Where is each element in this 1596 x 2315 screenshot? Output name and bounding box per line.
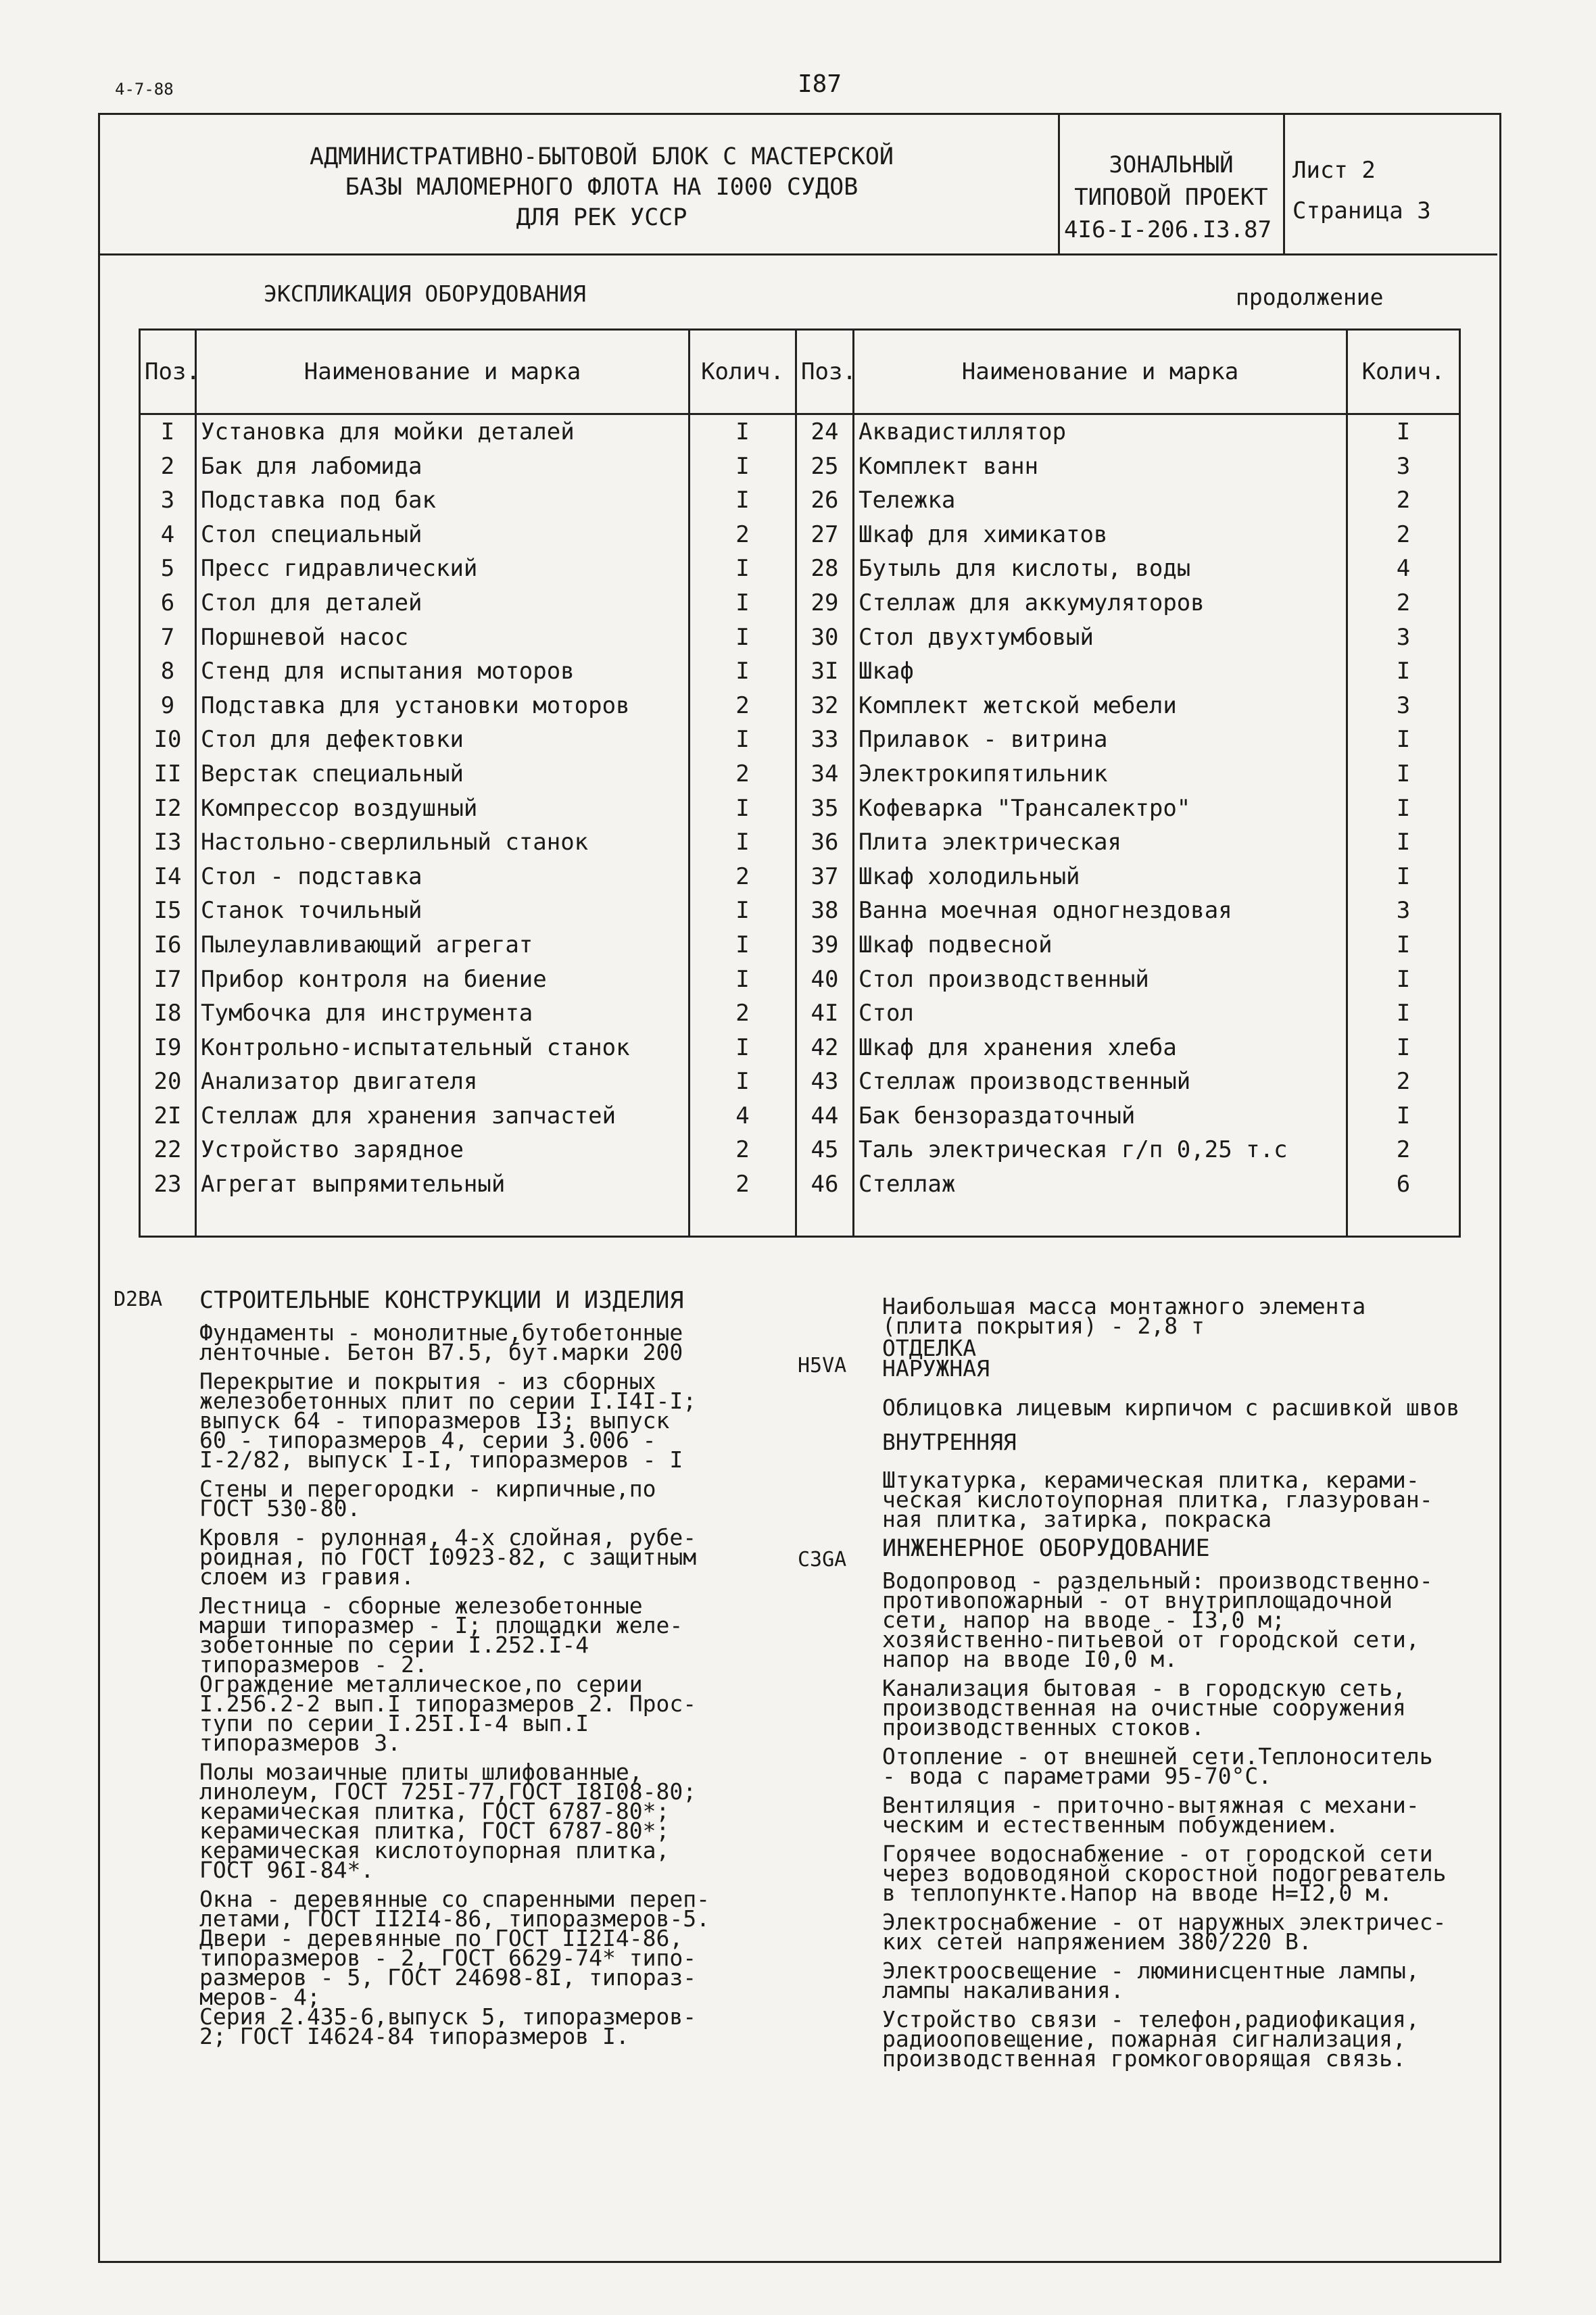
cell-qty: 2 bbox=[690, 996, 796, 1031]
cell-qty: I bbox=[690, 894, 796, 928]
cell-qty bbox=[1347, 1202, 1460, 1237]
cell-pos: 28 bbox=[796, 552, 854, 586]
text-line: Наибольшая масса монтажного элемента bbox=[882, 1293, 1366, 1319]
cell-name: Стол двухтумбовый bbox=[854, 620, 1347, 655]
cell-name: Подставка под бак bbox=[196, 483, 690, 518]
cell-pos: I9 bbox=[140, 1031, 196, 1065]
cell-name: Анализатор двигателя bbox=[196, 1065, 690, 1099]
cell-name: Кофеварка "Трансалектро" bbox=[854, 791, 1347, 826]
cell-pos: 40 bbox=[796, 962, 854, 997]
table-row bbox=[140, 757, 1460, 791]
text-line: размеров - 5, ГОСТ 24698-8I, типораз- bbox=[199, 1964, 697, 1991]
cell-name: Шкаф холодильный bbox=[854, 860, 1347, 894]
text-line: 60 - типоразмеров 4, серии 3.006 - bbox=[199, 1427, 656, 1453]
finishing-heading: ОТДЕЛКА bbox=[882, 1335, 977, 1361]
cell-qty: I bbox=[1347, 1031, 1460, 1065]
table-row bbox=[140, 414, 1460, 449]
cell-pos: 29 bbox=[796, 586, 854, 620]
project-number: 4I6-I-206.I3.87 bbox=[1064, 216, 1272, 243]
cell-qty: I bbox=[1347, 996, 1460, 1031]
text-line: Канализация бытовая - в городскую сеть, bbox=[882, 1675, 1406, 1701]
paragraph bbox=[199, 1759, 754, 1883]
cell-name: Устройство зарядное bbox=[196, 1133, 690, 1167]
text-line: Лестница - сборные железобетонные bbox=[199, 1592, 643, 1619]
text-line: Серия 2.435-6,выпуск 5, типоразмеров- bbox=[199, 2003, 697, 2030]
cell-pos: 33 bbox=[796, 723, 854, 757]
cell-pos: 2I bbox=[140, 1099, 196, 1134]
text-line: железобетонных плит по серии I.I4I-I; bbox=[199, 1388, 697, 1414]
cell-name: Плита электрическая bbox=[854, 825, 1347, 860]
cell-name: Аквадистиллятор bbox=[854, 414, 1347, 449]
cell-qty: 3 bbox=[1347, 689, 1460, 723]
cell-pos: I bbox=[140, 414, 196, 449]
paragraph bbox=[199, 1319, 754, 1365]
cell-name: Комплект ванн bbox=[854, 449, 1347, 484]
cell-pos: I2 bbox=[140, 791, 196, 826]
project-code-block bbox=[1061, 149, 1281, 246]
cell-pos: 3I bbox=[796, 654, 854, 689]
table-row bbox=[140, 962, 1460, 997]
text-line: ГОСТ 530-80. bbox=[199, 1495, 361, 1521]
table-row bbox=[140, 518, 1460, 552]
text-line: Перекрытие и покрытия - из сборных bbox=[199, 1368, 656, 1394]
paragraph bbox=[882, 2006, 1504, 2072]
cell-pos: 7 bbox=[140, 620, 196, 655]
cell-name: Пресс гидравлический bbox=[196, 552, 690, 586]
cell-pos: 45 bbox=[796, 1133, 854, 1167]
cell-qty: I bbox=[1347, 928, 1460, 962]
paragraph bbox=[882, 1957, 1504, 2003]
text-line: Кровля - рулонная, 4-х слойная, рубе- bbox=[199, 1524, 697, 1551]
text-line: производственных стоков. bbox=[882, 1714, 1205, 1740]
cell-qty: I bbox=[690, 928, 796, 962]
table-row bbox=[140, 552, 1460, 586]
cell-name: Шкаф bbox=[854, 654, 1347, 689]
text-line: типоразмеров - 2, ГОСТ 6629-74* типо- bbox=[199, 1945, 697, 1971]
document-code: 4-7-88 bbox=[115, 80, 174, 99]
cell-name: Прилавок - витрина bbox=[854, 723, 1347, 757]
text-line: Окна - деревянные со спаренными переп- bbox=[199, 1886, 710, 1912]
cell-name: Стол - подставка bbox=[196, 860, 690, 894]
table-row bbox=[140, 894, 1460, 928]
paragraph bbox=[882, 1567, 1504, 1672]
cell-pos: I3 bbox=[140, 825, 196, 860]
cell-qty: I bbox=[690, 620, 796, 655]
cell-name: Стол специальный bbox=[196, 518, 690, 552]
paragraph bbox=[882, 1841, 1504, 1906]
cell-qty: 2 bbox=[1347, 518, 1460, 552]
text-line: противопожарный - от внутриплощадочной bbox=[882, 1587, 1393, 1613]
cell-qty: I bbox=[690, 825, 796, 860]
text-line: Устройство связи - телефон,радиофикация, bbox=[882, 2006, 1420, 2032]
cell-qty: 2 bbox=[690, 757, 796, 791]
cell-name: Ванна моечная одногнездовая bbox=[854, 894, 1347, 928]
table-row bbox=[140, 620, 1460, 655]
table-row bbox=[140, 586, 1460, 620]
cell-qty: 3 bbox=[1347, 620, 1460, 655]
table-row bbox=[140, 1065, 1460, 1099]
text-line: - вода с параметрами 95-70°С. bbox=[882, 1763, 1272, 1789]
cell-name: Тумбочка для инструмента bbox=[196, 996, 690, 1031]
document-title bbox=[203, 142, 1000, 233]
text-line: Вентиляция - приточно-вытяжная с механи- bbox=[882, 1792, 1420, 1818]
page-number: I87 bbox=[798, 70, 842, 98]
cell-pos: I5 bbox=[140, 894, 196, 928]
text-line: роидная, по ГОСТ I0923-82, с защитным bbox=[199, 1544, 697, 1570]
cell-qty: 2 bbox=[1347, 586, 1460, 620]
sheet-number: Лист 2 bbox=[1292, 157, 1376, 184]
equipment-table bbox=[139, 328, 1461, 1238]
column-header-pos: Поз. bbox=[140, 330, 196, 414]
cell-name: Стол bbox=[854, 996, 1347, 1031]
table-row bbox=[140, 791, 1460, 826]
cell-name: Комплект жетской мебели bbox=[854, 689, 1347, 723]
text-line: ческим и естественным побуждением. bbox=[882, 1811, 1339, 1838]
table-row bbox=[140, 996, 1460, 1031]
cell-name: Стеллаж производственный bbox=[854, 1065, 1347, 1099]
cell-name bbox=[196, 1202, 690, 1237]
paragraph bbox=[199, 1476, 754, 1521]
table-row bbox=[140, 723, 1460, 757]
column-header-qty: Колич. bbox=[1347, 330, 1460, 414]
paragraph bbox=[882, 1909, 1504, 1955]
text-line: лампы накаливания. bbox=[882, 1977, 1124, 2003]
cell-name: Шкаф подвесной bbox=[854, 928, 1347, 962]
cell-qty: 2 bbox=[690, 518, 796, 552]
title-line: АДМИНИСТРАТИВНО-БЫТОВОЙ БЛОК С МАСТЕРСКОЙ bbox=[310, 143, 894, 170]
cell-pos: 4I bbox=[796, 996, 854, 1031]
text-line: Водопровод - раздельный: производственно- bbox=[882, 1567, 1433, 1594]
column-header-name: Наименование и марка bbox=[196, 330, 690, 414]
table-row bbox=[140, 449, 1460, 484]
cell-pos: 6 bbox=[140, 586, 196, 620]
cell-qty: I bbox=[1347, 860, 1460, 894]
cell-qty: I bbox=[690, 791, 796, 826]
cell-pos: 20 bbox=[140, 1065, 196, 1099]
text-line: летами, ГОСТ II2I4-86, типоразмеров-5. bbox=[199, 1905, 710, 1932]
cell-name: Станок точильный bbox=[196, 894, 690, 928]
text-line: производственная на очистные сооружения bbox=[882, 1695, 1406, 1721]
cell-pos: 26 bbox=[796, 483, 854, 518]
cell-qty bbox=[690, 1202, 796, 1237]
text-line: зобетонные по серии I.252.I-4 bbox=[199, 1632, 589, 1658]
cell-pos: 38 bbox=[796, 894, 854, 928]
section-code: C3GA bbox=[798, 1548, 847, 1571]
text-line: напор на вводе I0,0 м. bbox=[882, 1646, 1178, 1672]
cell-name: Настольно-сверлильный станок bbox=[196, 825, 690, 860]
text-line: Штукатурка, керамическая плитка, керами- bbox=[882, 1467, 1420, 1493]
table-row bbox=[140, 928, 1460, 962]
cell-name: Подставка для установки моторов bbox=[196, 689, 690, 723]
cell-name: Агрегат выпрямительный bbox=[196, 1167, 690, 1202]
cell-qty: 6 bbox=[1347, 1167, 1460, 1202]
column-header-qty: Колич. bbox=[690, 330, 796, 414]
cell-pos: I4 bbox=[140, 860, 196, 894]
text-line: сети, напор на вводе - I3,0 м; bbox=[882, 1607, 1286, 1633]
cell-pos: II bbox=[140, 757, 196, 791]
cell-pos: 44 bbox=[796, 1099, 854, 1134]
cell-pos: 39 bbox=[796, 928, 854, 962]
cell-pos: 4 bbox=[140, 518, 196, 552]
cell-name: Пылеулавливающий агрегат bbox=[196, 928, 690, 962]
cell-qty: 2 bbox=[1347, 1065, 1460, 1099]
cell-pos: 42 bbox=[796, 1031, 854, 1065]
text-line: керамическая кислотоупорная плитка, bbox=[199, 1837, 670, 1863]
cell-pos: 3 bbox=[140, 483, 196, 518]
cell-qty: I bbox=[1347, 1099, 1460, 1134]
paragraph bbox=[199, 1592, 754, 1756]
cell-qty: I bbox=[690, 449, 796, 484]
text-line: (плита покрытия) - 2,8 т bbox=[882, 1313, 1205, 1339]
text-line: Полы мозаичные плиты шлифованные, bbox=[199, 1759, 643, 1785]
cell-pos: 25 bbox=[796, 449, 854, 484]
cell-qty: 2 bbox=[690, 689, 796, 723]
cell-name: Бак для лабомида bbox=[196, 449, 690, 484]
text-line: Двери - деревянные по ГОСТ II2I4-86, bbox=[199, 1925, 683, 1951]
cell-pos: 35 bbox=[796, 791, 854, 826]
cell-qty: 2 bbox=[1347, 1133, 1460, 1167]
text-line: в теплопункте.Напор на вводе Н=I2,0 м. bbox=[882, 1880, 1393, 1906]
text-line: марши типоразмер - I; площадки желе- bbox=[199, 1612, 683, 1638]
cell-pos: 46 bbox=[796, 1167, 854, 1202]
engineering-paragraphs bbox=[882, 1567, 1504, 2072]
table-header-row bbox=[140, 330, 1460, 414]
cell-qty: I bbox=[690, 723, 796, 757]
cell-name: Стеллаж для аккумуляторов bbox=[854, 586, 1347, 620]
cell-qty: 3 bbox=[1347, 449, 1460, 484]
table-row bbox=[140, 689, 1460, 723]
cell-pos bbox=[140, 1202, 196, 1237]
cell-pos: 8 bbox=[140, 654, 196, 689]
inner-finishing-label: ВНУТРЕННЯЯ bbox=[882, 1429, 1017, 1455]
cell-qty: I bbox=[690, 1065, 796, 1099]
cell-pos: 37 bbox=[796, 860, 854, 894]
paragraph bbox=[199, 1886, 754, 2049]
cell-qty: I bbox=[1347, 757, 1460, 791]
text-line: ческая кислотоупорная плитка, глазурован- bbox=[882, 1486, 1433, 1513]
cell-qty: 2 bbox=[690, 1167, 796, 1202]
paragraph bbox=[199, 1524, 754, 1590]
cell-qty: 2 bbox=[1347, 483, 1460, 518]
cell-qty: 3 bbox=[1347, 894, 1460, 928]
explication-title: ЭКСПЛИКАЦИЯ ОБОРУДОВАНИЯ bbox=[264, 281, 586, 307]
cell-pos: 22 bbox=[140, 1133, 196, 1167]
cell-qty: I bbox=[690, 654, 796, 689]
cell-name: Стеллаж bbox=[854, 1167, 1347, 1202]
cell-name: Стенд для испытания моторов bbox=[196, 654, 690, 689]
cell-pos: I8 bbox=[140, 996, 196, 1031]
section-code: H5VA bbox=[798, 1354, 847, 1378]
text-line: хозяйственно-питьевой от городской сети, bbox=[882, 1626, 1420, 1653]
text-line: радиооповещение, пожарная сигнализация, bbox=[882, 2026, 1406, 2052]
section-heading: СТРОИТЕЛЬНЫЕ КОНСТРУКЦИИ И ИЗДЕЛИЯ bbox=[199, 1287, 684, 1314]
text-line: Отопление - от внешней сети.Теплоноситель bbox=[882, 1743, 1433, 1770]
text-line: линолеум, ГОСТ 725I-77,ГОСТ I8I08-80; bbox=[199, 1778, 697, 1805]
column-header-pos: Поз. bbox=[796, 330, 854, 414]
table-row bbox=[140, 1167, 1460, 1202]
cell-pos: 24 bbox=[796, 414, 854, 449]
cell-qty: 4 bbox=[690, 1099, 796, 1134]
cell-name: Установка для мойки деталей bbox=[196, 414, 690, 449]
page-label: Страница 3 bbox=[1292, 197, 1431, 224]
cell-qty: 4 bbox=[1347, 552, 1460, 586]
cell-qty: I bbox=[1347, 414, 1460, 449]
cell-name: Стол производственный bbox=[854, 962, 1347, 997]
continuation-label: продолжение bbox=[1236, 284, 1384, 310]
cell-qty: I bbox=[690, 586, 796, 620]
construction-paragraphs bbox=[199, 1319, 754, 2049]
cell-pos: 32 bbox=[796, 689, 854, 723]
cell-pos: 36 bbox=[796, 825, 854, 860]
mass-note bbox=[882, 1293, 1504, 1339]
paragraph bbox=[882, 1743, 1504, 1789]
cell-qty: I bbox=[690, 552, 796, 586]
text-line: через водоводяной скоростной подогреватель bbox=[882, 1860, 1447, 1886]
text-line: ГОСТ 96I-84*. bbox=[199, 1857, 374, 1883]
cell-pos: I6 bbox=[140, 928, 196, 962]
cell-pos: 27 bbox=[796, 518, 854, 552]
construction-section bbox=[199, 1287, 754, 2049]
table-row bbox=[140, 860, 1460, 894]
text-line: Электроосвещение - люминисцентные лампы, bbox=[882, 1957, 1420, 1984]
cell-qty: I bbox=[1347, 791, 1460, 826]
paragraph bbox=[882, 1675, 1504, 1740]
cell-pos: I0 bbox=[140, 723, 196, 757]
cell-name: Стол для дефектовки bbox=[196, 723, 690, 757]
table-row bbox=[140, 1133, 1460, 1167]
cell-qty: I bbox=[690, 962, 796, 997]
text-line: производственная громкоговорящая связь. bbox=[882, 2045, 1406, 2072]
cell-name: Таль электрическая г/п 0,25 т.с bbox=[854, 1133, 1347, 1167]
cell-pos: 9 bbox=[140, 689, 196, 723]
cell-pos bbox=[796, 1202, 854, 1237]
zonal-label: ЗОНАЛЬНЫЙ bbox=[1109, 151, 1234, 178]
cell-name: Бутыль для кислоты, воды bbox=[854, 552, 1347, 586]
table-row bbox=[140, 654, 1460, 689]
text-line: ная плитка, затирка, покраска bbox=[882, 1506, 1272, 1532]
cell-qty: 2 bbox=[690, 860, 796, 894]
text-line: типоразмеров - 2. bbox=[199, 1651, 428, 1678]
paragraph bbox=[882, 1792, 1504, 1838]
text-line: меров- 4; bbox=[199, 1984, 320, 2010]
text-line: I.256.2-2 вып.I типоразмеров 2. Прос- bbox=[199, 1690, 697, 1717]
text-line: Ограждение металлическое,по серии bbox=[199, 1671, 643, 1697]
outer-finishing-label: НАРУЖНАЯ bbox=[882, 1355, 990, 1382]
table-row bbox=[140, 825, 1460, 860]
cell-pos: 5 bbox=[140, 552, 196, 586]
cell-qty: I bbox=[1347, 962, 1460, 997]
cell-name: Электрокипятильник bbox=[854, 757, 1347, 791]
cell-pos: 30 bbox=[796, 620, 854, 655]
cell-qty: I bbox=[1347, 723, 1460, 757]
section-code: D2BA bbox=[114, 1288, 163, 1311]
cell-name bbox=[854, 1202, 1347, 1237]
table-row bbox=[140, 1031, 1460, 1065]
title-block-divider bbox=[1283, 113, 1285, 253]
text-line: керамическая плитка, ГОСТ 6787-80*; bbox=[199, 1798, 670, 1824]
cell-qty: 2 bbox=[690, 1133, 796, 1167]
cell-qty: I bbox=[1347, 825, 1460, 860]
table-row bbox=[140, 1099, 1460, 1134]
cell-name: Верстак специальный bbox=[196, 757, 690, 791]
outer-finishing-text bbox=[882, 1394, 1504, 1421]
cell-qty: I bbox=[1347, 654, 1460, 689]
text-line: керамическая плитка, ГОСТ 6787-80*; bbox=[199, 1818, 670, 1844]
text-line: типоразмеров 3. bbox=[199, 1730, 402, 1756]
text-line: Облицовка лицевым кирпичом с расшивкой швов bbox=[882, 1394, 1460, 1421]
cell-name: Компрессор воздушный bbox=[196, 791, 690, 826]
title-block-divider bbox=[98, 253, 1497, 255]
cell-pos: I7 bbox=[140, 962, 196, 997]
cell-name: Стеллаж для хранения запчастей bbox=[196, 1099, 690, 1134]
text-line: Горячее водоснабжение - от городской сети bbox=[882, 1841, 1433, 1867]
cell-name: Бак бензораздаточный bbox=[854, 1099, 1347, 1134]
cell-pos: 2 bbox=[140, 449, 196, 484]
engineering-heading: ИНЖЕНЕРНОЕ ОБОРУДОВАНИЕ bbox=[882, 1535, 1210, 1562]
inner-finishing-text bbox=[882, 1467, 1504, 1532]
text-line: Стены и перегородки - кирпичные,по bbox=[199, 1476, 656, 1502]
table-row bbox=[140, 1202, 1460, 1237]
cell-name: Поршневой насос bbox=[196, 620, 690, 655]
cell-pos: 34 bbox=[796, 757, 854, 791]
cell-pos: 43 bbox=[796, 1065, 854, 1099]
text-line: Фундаменты - монолитные,бутобетонные bbox=[199, 1319, 683, 1346]
text-line: ких сетей напряжением 380/220 В. bbox=[882, 1928, 1312, 1955]
text-line: I-2/82, выпуск I-I, типоразмеров - I bbox=[199, 1446, 683, 1473]
paragraph bbox=[199, 1368, 754, 1473]
title-line: БАЗЫ МАЛОМЕРНОГО ФЛОТА НА I000 СУДОВ bbox=[345, 174, 859, 201]
project-type: ТИПОВОЙ ПРОЕКТ bbox=[1074, 184, 1268, 211]
cell-qty: I bbox=[690, 483, 796, 518]
text-line: слоем из гравия. bbox=[199, 1563, 414, 1590]
cell-name: Стол для деталей bbox=[196, 586, 690, 620]
cell-name: Контрольно-испытательный станок bbox=[196, 1031, 690, 1065]
title-block-divider bbox=[1058, 113, 1060, 253]
cell-name: Шкаф для хранения хлеба bbox=[854, 1031, 1347, 1065]
cell-qty: I bbox=[690, 414, 796, 449]
text-line: ленточные. Бетон В7.5, бут.марки 200 bbox=[199, 1339, 683, 1365]
text-line: выпуск 64 - типоразмеров I3; выпуск bbox=[199, 1407, 670, 1434]
sheet-block bbox=[1292, 150, 1431, 231]
cell-pos: 23 bbox=[140, 1167, 196, 1202]
column-header-name: Наименование и марка bbox=[854, 330, 1347, 414]
right-column bbox=[882, 1293, 1504, 2072]
title-line: ДЛЯ РЕК УССР bbox=[516, 204, 687, 231]
text-line: Электроснабжение - от наружных электричес- bbox=[882, 1909, 1447, 1935]
text-line: 2; ГОСТ I4624-84 типоразмеров I. bbox=[199, 2023, 629, 2049]
cell-name: Шкаф для химикатов bbox=[854, 518, 1347, 552]
cell-name: Тележка bbox=[854, 483, 1347, 518]
text-line: тупи по серии I.25I.I-4 вып.I bbox=[199, 1710, 589, 1736]
cell-qty: I bbox=[690, 1031, 796, 1065]
cell-name: Прибор контроля на биение bbox=[196, 962, 690, 997]
table-row bbox=[140, 483, 1460, 518]
